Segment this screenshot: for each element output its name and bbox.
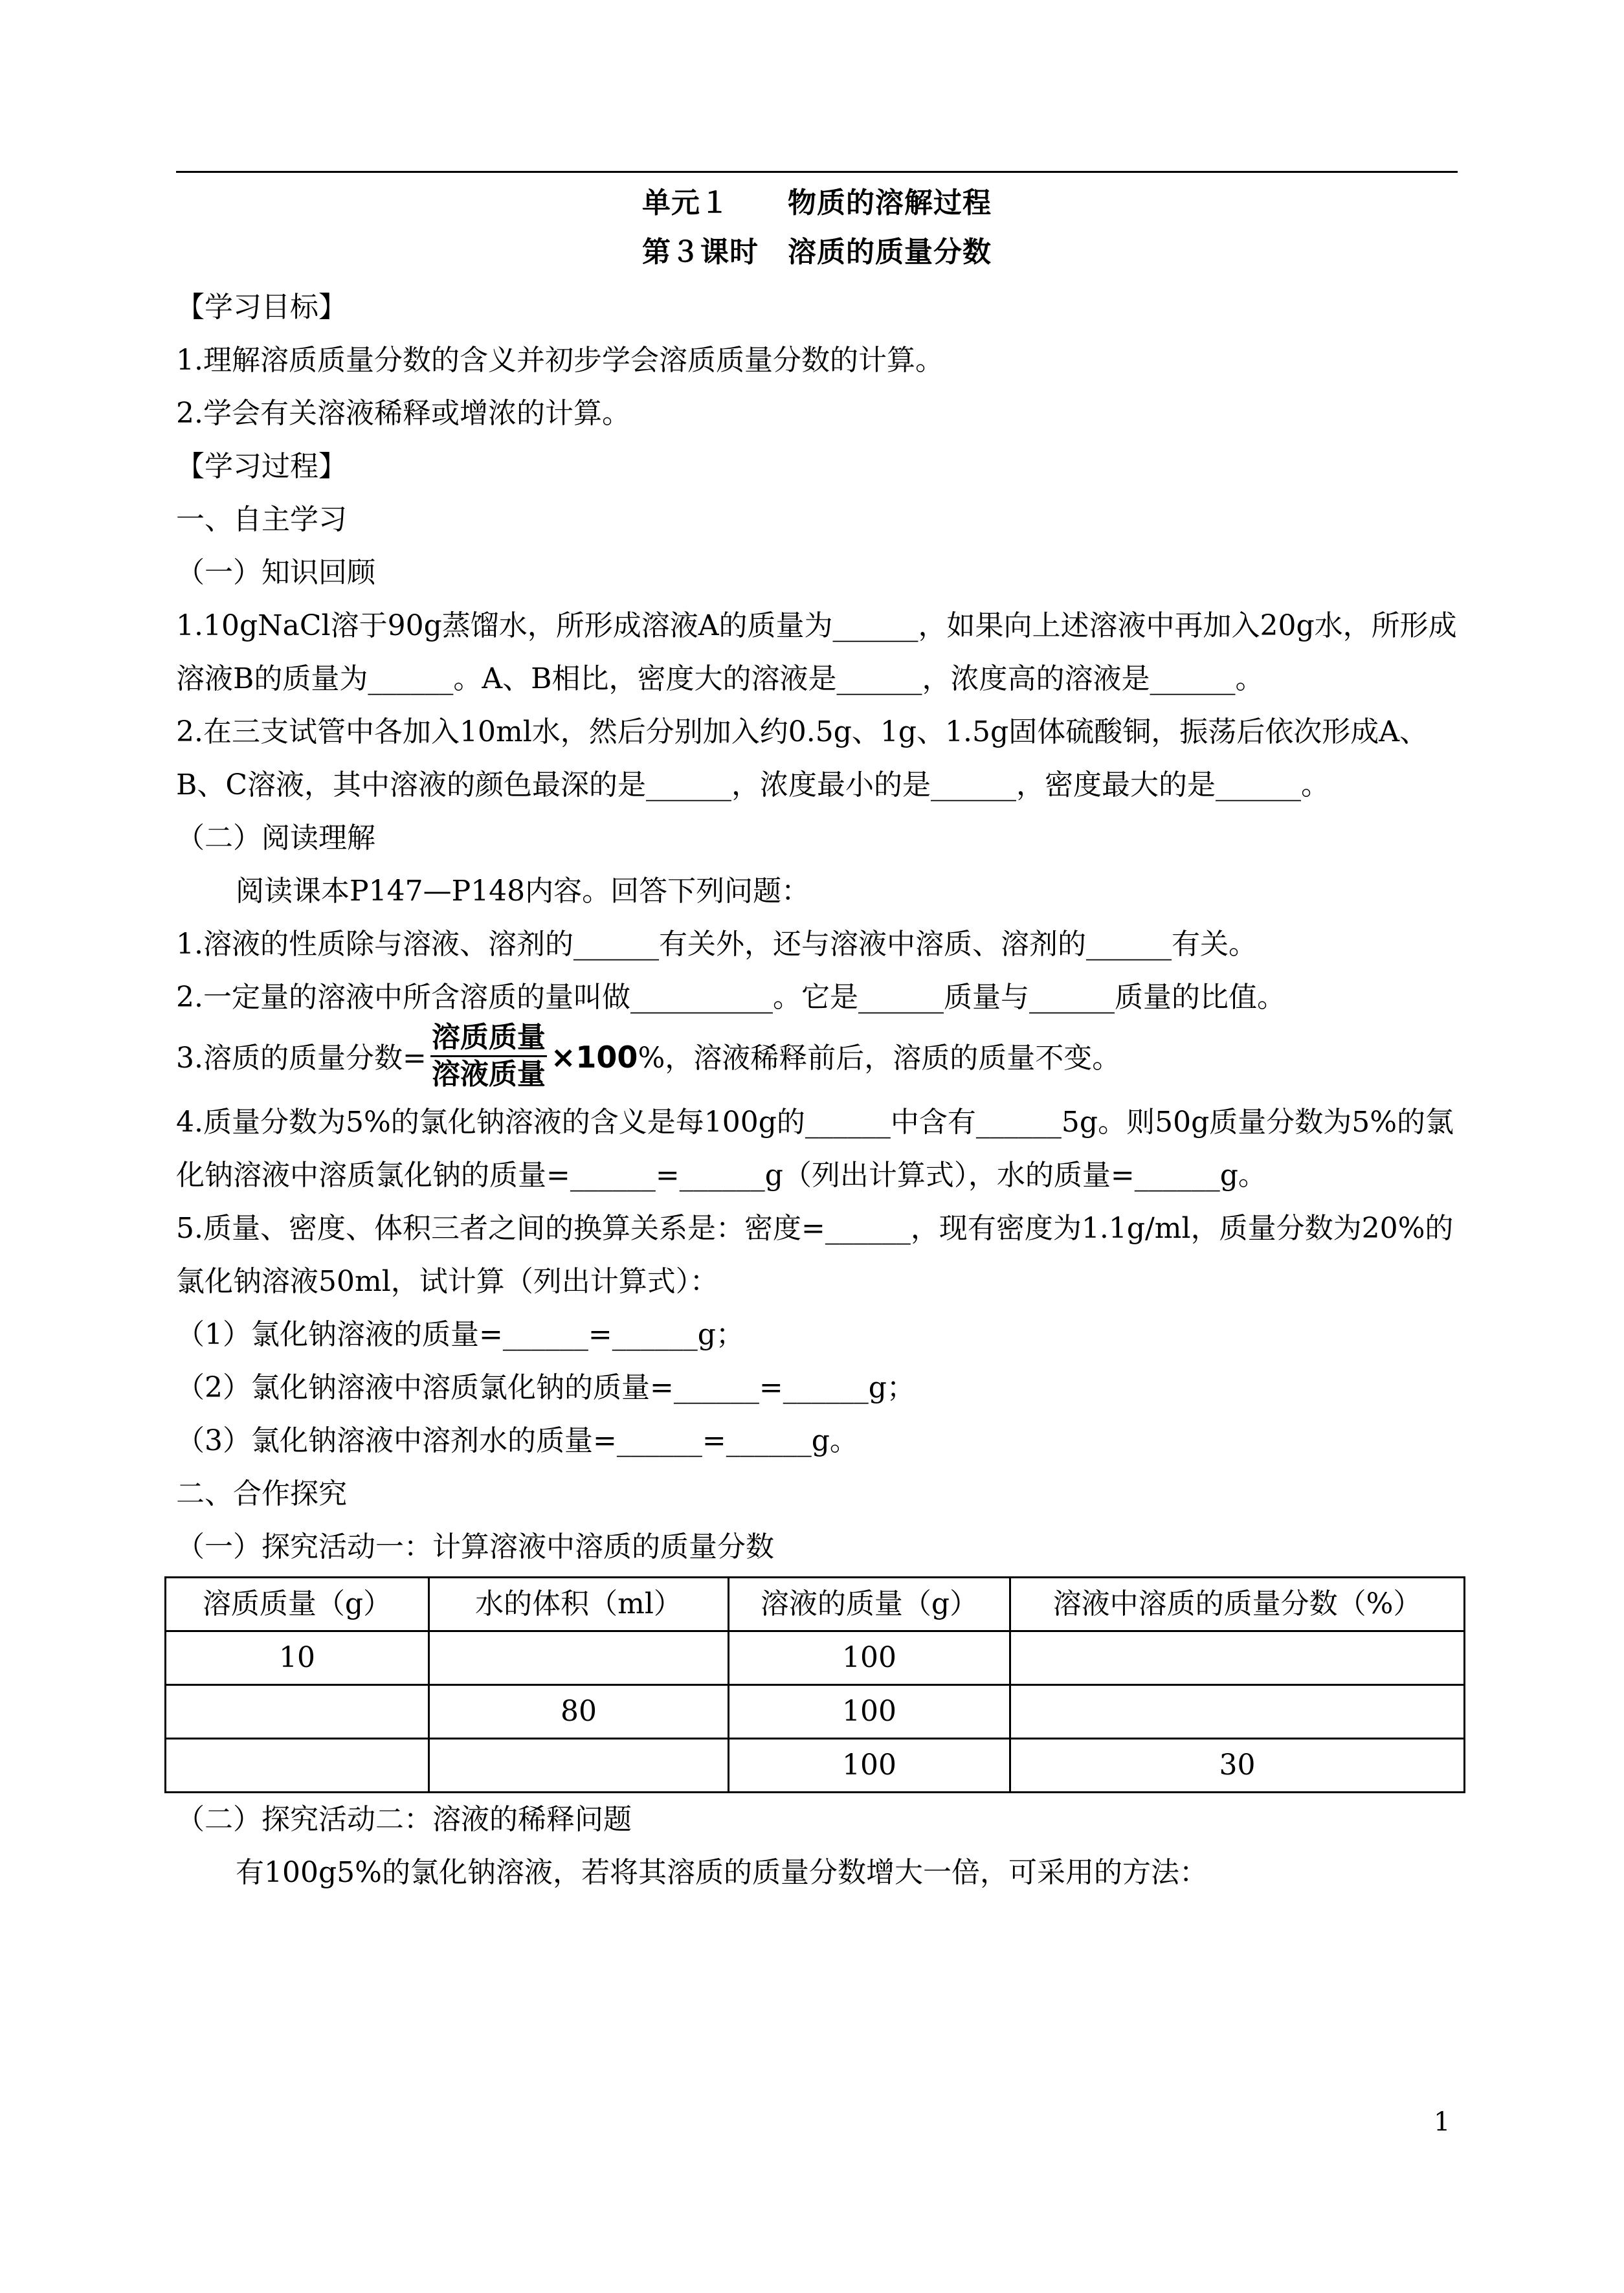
formula-multiplier: ×100 (550, 1040, 638, 1075)
subsection-heading: （二）阅读理解 (176, 822, 375, 855)
lesson-title: 第３课时 溶质的质量分数 (642, 236, 992, 269)
reading-intro: 阅读课本P147—P148内容。回答下列问题： (236, 875, 810, 908)
unit-title: 单元１ 物质的溶解过程 (642, 186, 992, 219)
question-text: 1.溶液的性质除与溶液、溶剂的______有关外，还与溶液中溶质、溶剂的______有关。 (176, 928, 1257, 961)
document-body (176, 281, 1458, 1899)
activity-text: 有100g5%的氯化钠溶液，若将其溶质的质量分数增大一倍，可采用的方法： (236, 1856, 1208, 1889)
table-cell (429, 1739, 729, 1793)
goal-item: 2.学会有关溶液稀释或增浓的计算。 (176, 397, 630, 430)
table-row (166, 1685, 1465, 1739)
table-row (166, 1631, 1465, 1685)
table-cell (1010, 1685, 1465, 1739)
question-text: 5.质量、密度、体积三者之间的换算关系是：密度=______，现有密度为1.1g/ml，质量分数为20%的氯化钠溶液50ml，试计算（列出计算式）： (176, 1212, 1454, 1298)
mass-fraction-table (164, 1576, 1465, 1793)
subsection-heading: （一）探究活动一：计算溶液中溶质的质量分数 (176, 1530, 774, 1563)
formula-line (176, 1021, 1458, 1096)
subquestion-text: （1）氯化钠溶液的质量=______=______g； (176, 1318, 744, 1351)
goals-heading: 【学习目标】 (176, 291, 347, 324)
formula-suffix: %，溶液稀释前后，溶质的质量不变。 (638, 1042, 1121, 1075)
table-cell: 10 (166, 1631, 429, 1685)
table-row (166, 1739, 1465, 1793)
table-header-row (166, 1578, 1465, 1631)
section-heading: 二、合作探究 (176, 1477, 347, 1510)
table-cell (166, 1739, 429, 1793)
fraction-denominator: 溶液质量 (431, 1058, 546, 1091)
table-header-cell: 溶液的质量（g） (729, 1578, 1010, 1631)
table-cell (1010, 1631, 1465, 1685)
fraction-numerator: 溶质质量 (430, 1020, 547, 1057)
table-cell: 30 (1010, 1739, 1465, 1793)
subquestion-text: （2）氯化钠溶液中溶质氯化钠的质量=______=______g； (176, 1371, 915, 1404)
table-header-cell: 水的体积（ml） (429, 1578, 729, 1631)
table-cell (166, 1685, 429, 1739)
table-cell (429, 1631, 729, 1685)
subsection-heading: （一）知识回顾 (176, 556, 375, 589)
table-cell: 100 (729, 1631, 1010, 1685)
table-cell: 80 (429, 1685, 729, 1739)
process-heading: 【学习过程】 (176, 450, 347, 483)
section-heading: 一、自主学习 (176, 503, 347, 536)
table-cell: 100 (729, 1739, 1010, 1793)
subsection-heading: （二）探究活动二：溶液的稀释问题 (176, 1803, 632, 1836)
question-text: 4.质量分数为5%的氯化钠溶液的含义是每100g的______中含有______5g。则50g质量分数为5%的氯化钠溶液中溶质氯化钠的质量=______=______g（列出计算式），水的质量=______g。 (176, 1106, 1454, 1192)
goal-item: 1.理解溶质质量分数的含义并初步学会溶质质量分数的计算。 (176, 344, 944, 377)
page-number: 1 (1434, 2107, 1451, 2137)
header-rule (176, 171, 1458, 173)
table-cell: 100 (729, 1685, 1010, 1739)
question-text: 2.一定量的溶液中所含溶质的量叫做__________。它是______质量与______质量的比值。 (176, 981, 1285, 1014)
subquestion-text: （3）氯化钠溶液中溶剂水的质量=______=______g。 (176, 1424, 858, 1457)
table-header-cell: 溶液中溶质的质量分数（%） (1010, 1578, 1465, 1631)
question-text: 2.在三支试管中各加入10ml水，然后分别加入约0.5g、1g、1.5g固体硫酸铜，振荡后依次形成A、B、C溶液，其中溶液的颜色最深的是______，浓度最小的是______，密度最大的是______。 (176, 715, 1428, 801)
formula-prefix: 3.溶质的质量分数= (176, 1042, 427, 1075)
table-header-cell: 溶质质量（g） (166, 1578, 429, 1631)
question-text: 1.10gNaCl溶于90g蒸馏水，所形成溶液A的质量为______，如果向上述溶液中再加入20g水，所形成溶液B的质量为______。A、B相比，密度大的溶液是______，浓度高的溶液是______。 (176, 609, 1457, 695)
fraction (430, 1020, 547, 1092)
